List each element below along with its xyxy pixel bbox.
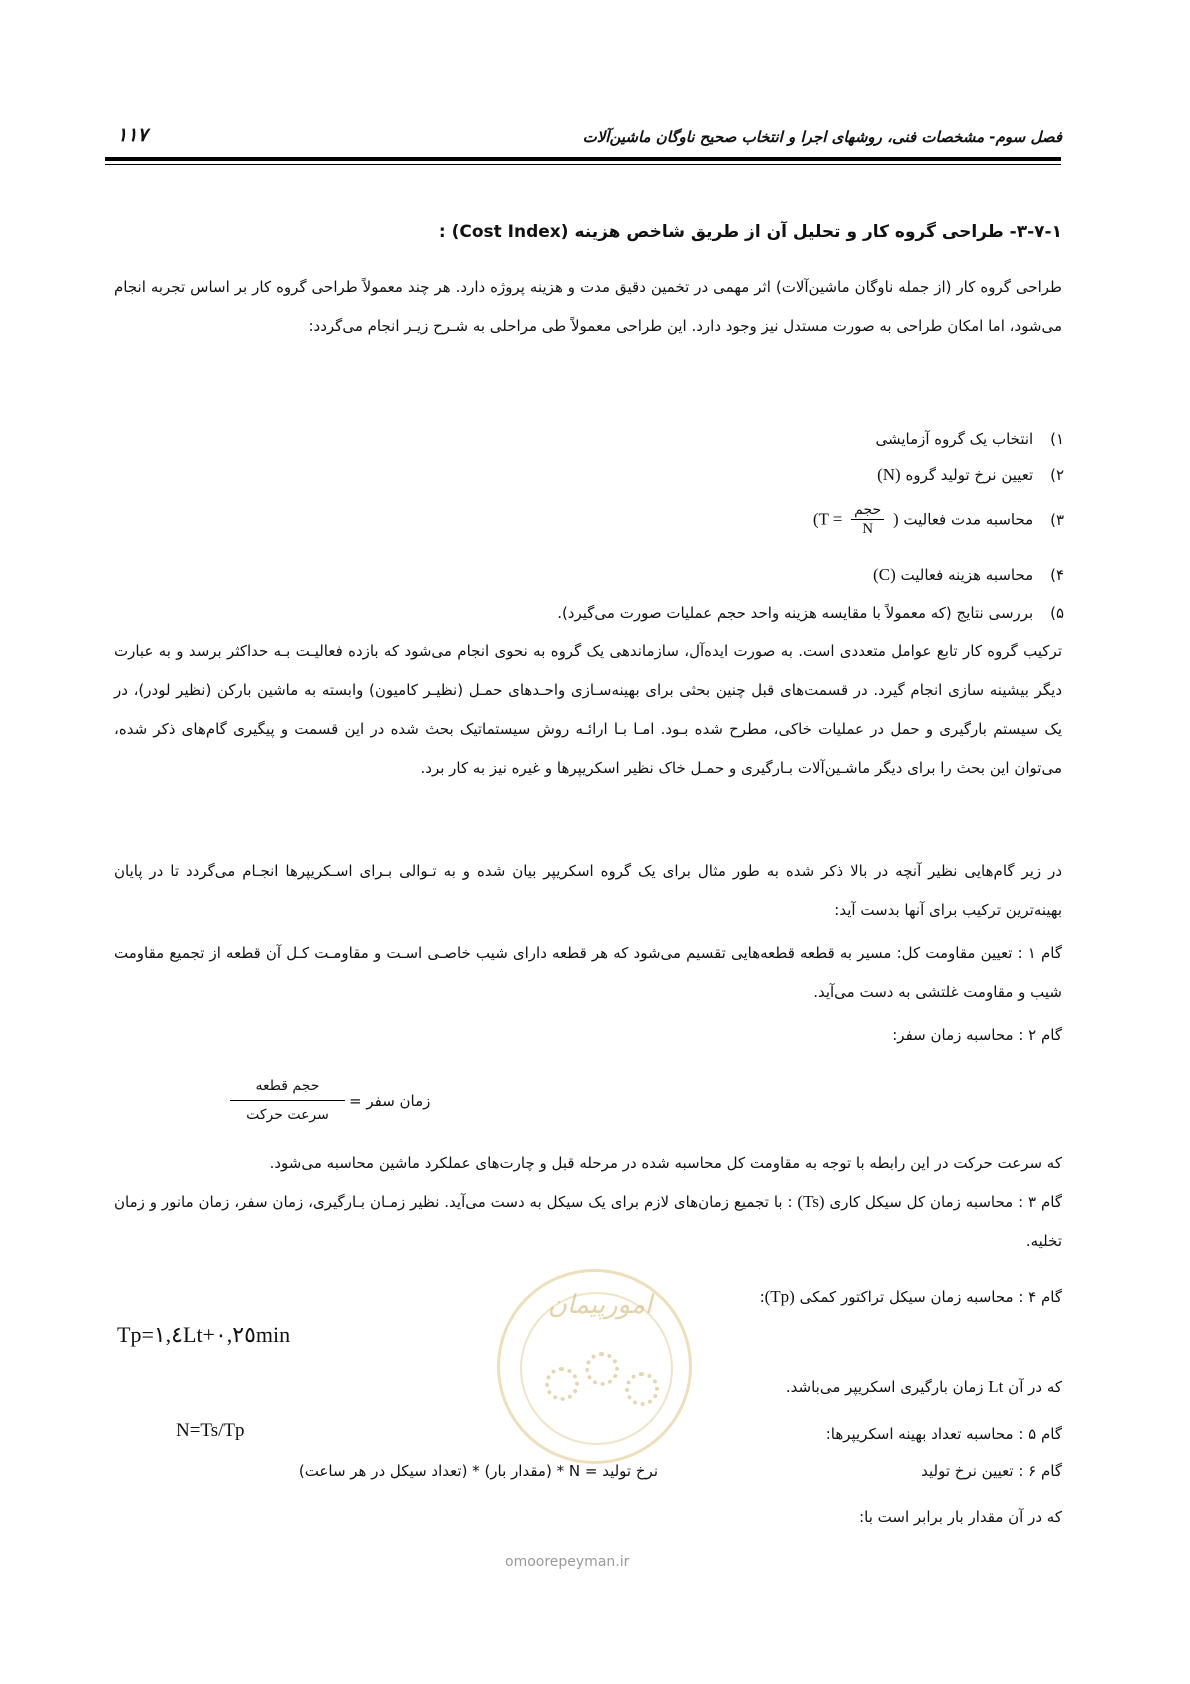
step-3-paragraph — [114, 1182, 1062, 1261]
travel-time-lhs: زمان سفر = — [349, 1091, 431, 1110]
fraction-numerator: حجم — [851, 502, 884, 520]
equation-suffix: ) — [892, 509, 899, 529]
lt-note-line — [786, 1377, 1062, 1397]
list-item — [873, 565, 1064, 585]
lt-symbol: Lt — [988, 1377, 1004, 1396]
running-header-title: فصل سوم- مشخصات فنی، روشهای اجرا و انتخاب صحیح ناوگان ماشین‌آلات — [582, 128, 1062, 146]
step-5-line: گام ۵ : محاسبه تعداد بهینه اسکریپرها: — [825, 1425, 1062, 1443]
list-item-number: ۴) — [1050, 566, 1064, 584]
rate-formula: نرخ تولید = N * (مقدار بار) * (تعداد سیکل در هر ساعت) — [298, 1462, 658, 1480]
duration-equation — [813, 502, 899, 538]
step-4-line — [760, 1287, 1062, 1307]
list-item — [813, 502, 1064, 538]
page-number: ۱۱۷ — [117, 124, 148, 146]
list-item-number: ۲) — [1050, 466, 1064, 484]
tp-formula: Tp=۱,٤Lt+۰,۲٥min — [117, 1322, 291, 1347]
fraction-denominator: سرعت حرکت — [246, 1107, 329, 1123]
total-cycle-symbol: (Ts) — [797, 1192, 825, 1211]
list-item-text: بررسی نتایج (که معمولاً با مقایسه هزینه واحد حجم عملیات صورت می‌گیرد). — [557, 604, 1034, 622]
cost-symbol: (C) — [873, 565, 896, 584]
list-item-text: محاسبه مدت فعالیت — [903, 510, 1034, 529]
speed-note-line: که سرعت حرکت در این رابطه با توجه به مقاومت کل محاسبه شده در مرحله قبل و چارت‌های عملکرد ماشین محاسبه می‌شود. — [269, 1154, 1062, 1172]
watermark-text: امورپیمان — [547, 1290, 653, 1320]
list-item-text: محاسبه هزینه فعالیت — [900, 566, 1034, 584]
list-item-text: تعیین نرخ تولید گروه — [905, 466, 1034, 484]
header-rule-thin — [105, 164, 1061, 165]
list-item-number: ۱) — [1050, 430, 1064, 448]
list-item — [877, 465, 1064, 485]
travel-time-equation — [226, 1078, 430, 1123]
list-item-text: انتخاب یک گروه آزمایشی — [875, 430, 1034, 448]
equation-prefix: (T = — [812, 509, 843, 529]
list-item — [875, 430, 1064, 448]
gear-icon — [545, 1367, 579, 1401]
section-heading: ۳-۷-۱- طراحی گروه کار و تحلیل آن از طریق شاخص هزینه (Cost Index) : — [438, 222, 1062, 242]
watermark-url: omoorepeyman.ir — [505, 1554, 630, 1570]
intro-paragraph: طراحی گروه کار (از جمله ناوگان ماشین‌آلات) اثر مهمی در تخمین دقیق مدت و هزینه پروژه دارد. هر چند معمولاً طراحی گروه کار بر اساس تجربه انجام می‌شود، اما امکان طراحی به صورت مستدل نیز وجود دارد. این طراحی معمولاً طی مراحلی به شـرح زیـر انجام می‌گردد: — [114, 278, 1062, 335]
gear-icon — [585, 1352, 619, 1386]
composition-paragraph: ترکیب گروه کار تابع عوامل متعددی است. به صورت ایده‌آل، سازماندهی یک گروه به نحوی انجام می‌شود که بازده فعالیـت بـه حداکثر برسد و به عبارت دیگر بیشینه سازی انجام گیرد. در قسمت‌های قبل چنین بحثی برای بهینه‌سـازی واحـدهای حمـل (نظیـر کامیون) وابسته به ماشین بارکن (نظیر لودر)، در یک سیستم بارگیری و حمل در عملیات خاکی، مطرح شده بـود. امـا بـا ارائـه روش سیستماتیک بحث شده در این قسمت و پیگیری گام‌های ذکر شده، می‌توان این بحث را برای دیگر ماشـین‌آلات بـارگیری و حمـل خاک نظیر اسکریپرها و غیره نیز به کار برد. — [114, 642, 1062, 777]
step-2-line: گام ۲ : محاسبه زمان سفر: — [892, 1026, 1062, 1044]
production-rate-symbol: (N) — [877, 465, 901, 484]
step-4-label: گام ۴ : محاسبه زمان سیکل تراکتور کمکی — [799, 1288, 1062, 1306]
scraper-steps-paragraph: در زیر گام‌هایی نظیر آنچه در بالا ذکر شده به طور مثال برای یک گروه اسکریپر بیان شده و به تـوالی بـرای اسـکریپرها انجـام می‌گردد تا در پایان بهینه‌ترین ترکیب برای آنها بدست آید: — [114, 862, 1062, 919]
load-amount-line: که در آن مقدار بار برابر است با: — [859, 1508, 1062, 1526]
step-1-paragraph: گام ۱ : تعیین مقاومت کل: مسیر به قطعه قطعه‌هایی تقسیم می‌شود که هر قطعه دارای شیب خاصـی اسـت و مقاومـت کـل آن قطعه از تجمیع مقاومت شیب و مقاومت غلتشی به دست می‌آید. — [114, 944, 1062, 1001]
fraction-numerator: حجم قطعه — [230, 1078, 345, 1101]
n-formula: N=Ts/Tp — [176, 1420, 245, 1441]
gear-icon — [625, 1372, 659, 1406]
list-item-number: ۵) — [1050, 604, 1064, 622]
step-3-text: : با تجمیع زمان‌های لازم برای یک سیکل به دست می‌آید. نظیر زمـان بـارگیری، زمان سفر، زمان مانور و زمان تخلیه. — [114, 1193, 1062, 1250]
step-3-label: گام ۳ : محاسبه زمان کل سیکل کاری — [829, 1193, 1062, 1211]
lt-note-b: زمان بارگیری اسکریپر می‌باشد. — [785, 1378, 984, 1396]
lt-note-a: که در آن — [1008, 1378, 1062, 1396]
watermark-seal — [497, 1269, 692, 1464]
list-item-number: ۳) — [1050, 510, 1064, 529]
step-6-line: گام ۶ : تعیین نرخ تولید — [921, 1462, 1062, 1480]
travel-time-fraction — [230, 1078, 345, 1123]
fraction-denominator: N — [862, 521, 874, 537]
duration-fraction — [851, 502, 884, 538]
header-rule-thick — [105, 157, 1061, 161]
pusher-cycle-symbol: (Tp): — [759, 1287, 795, 1306]
list-item — [557, 604, 1064, 622]
